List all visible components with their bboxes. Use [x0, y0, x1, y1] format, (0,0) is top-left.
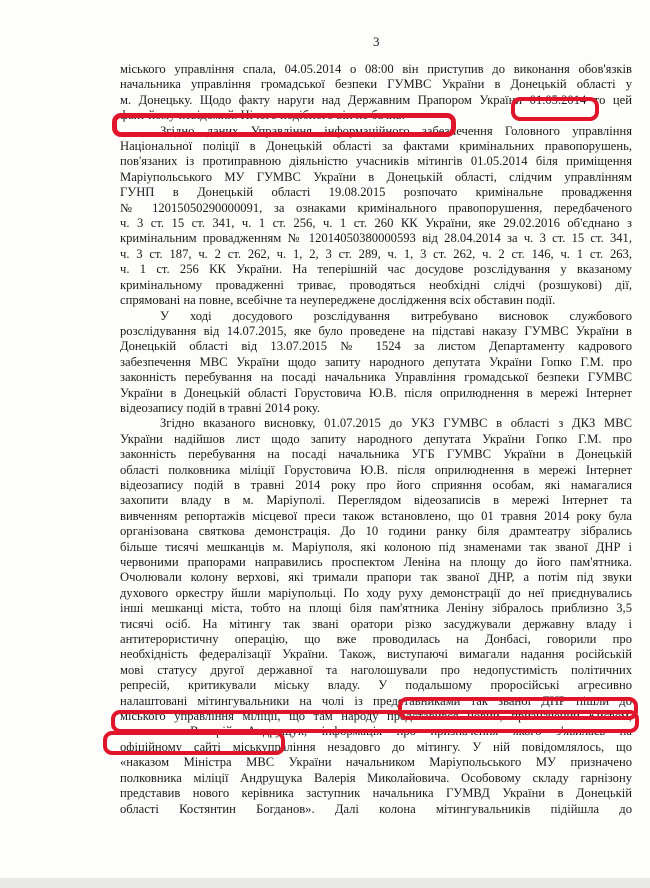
- red-highlight-fact-unknown: [112, 113, 456, 137]
- text-line: Маріупольського МУ ГУМВС України в Донецькій області, слідчим управлінням: [120, 169, 632, 184]
- text-line: України надійшов лист щодо запиту народного депутата України Гопко Г.М. про: [120, 431, 632, 446]
- text-line: пов'язаних із протиправною діяльністю учасників мітингів 01.05.2014 біля приміщення: [120, 154, 632, 169]
- text-line: полковника міліції Андрущука Валерія Миколайовича. Особовому складу гарнізону: [120, 770, 632, 785]
- text-line: м. Донецьку. Щодо факту наруги над Державним Прапором України 01.05.2014 то цей: [120, 92, 632, 107]
- text-line: міського управління міліції, що там народу представився новий, призначений Києвом,: [120, 709, 632, 724]
- text-line: Національної поліції в Донецькій області за фактами кримінальних правопорушень,: [120, 139, 632, 154]
- text-line: області Костянтин Богданов». Далі колона мітингувальників підійшла до: [120, 801, 632, 816]
- text-line: факт йому невідомий. Нічого подібного він не бачив.: [120, 108, 405, 123]
- text-line: розслідування від 14.07.2015, яке було проведене на підставі наказу ГУМВС України в: [120, 323, 632, 338]
- text-line: начальника управління громадської безпеки ГУМВС України в Донецькій області у: [120, 77, 632, 92]
- text-line: У ході досудового розслідування витребувано висновок службового: [160, 308, 632, 323]
- text-line: законність перебування на посаді начальника УГБ ГУМВС України в Донецькій: [120, 447, 632, 462]
- text-line: Згідно даних Управління інформаційного забезпечення Головного управління: [160, 123, 632, 138]
- text-line: налаштовані мітингувальники на чолі із представниками так званої ДНР пішли до: [120, 693, 632, 708]
- text-line: кримінальним провадженням № 12014050380000593 від 28.04.2014 за ч. 3 ст. 15 ст. 341,: [120, 231, 632, 246]
- text-line: України в Донецькій області Горустовича Ю.В. після оприлюднення в мережі Інтернет: [120, 385, 632, 400]
- text-line: ГУНП в Донецькій області 19.08.2015 розпочато кримінальне провадження: [120, 185, 632, 200]
- text-line: Згідно вказаного висновку, 01.07.2015 до УКЗ ГУМВС в області з ДКЗ МВС: [160, 416, 632, 431]
- text-line: Донецькій області від 13.07.2015 № 1524 за листом Департаменту кадрового: [120, 339, 632, 354]
- text-line: ч. 3 ст. 187, ч. 2 ст. 262, ч. 1, 2, 3 ст. 289, ч. 1, 3 ст. 262, ч. 2 ст. 146, ч. 1 ст. 263,: [120, 246, 632, 261]
- text-line: організована святкова демонстрація. До 10 години ранку біля драмтеатру зібрались: [120, 524, 632, 539]
- text-line: кримінальному провадженні триває, проводяться необхідні слідчі (розшукові) дії,: [120, 277, 632, 292]
- red-highlight-police-department: [103, 731, 285, 755]
- red-highlight-date: [511, 97, 599, 121]
- scan-bottom-edge: [0, 878, 650, 888]
- text-line: законність перебування на посаді начальника Управління громадської безпеки ГУМВС: [120, 370, 632, 385]
- text-line: тисячі осіб. На мітингу так звані оратори різко засуджували державну владу і: [120, 616, 632, 631]
- text-line: репресій, критикували міську владу. У подальшому проросійські агресивно: [120, 678, 632, 693]
- text-line: ч. 3 ст. 15 ст. 341, ч. 1 ст. 256, ч. 1 ст. 260 КК України, яке 29.02.2016 об'єднано з: [120, 216, 632, 231]
- text-line: забезпечення МВС України щодо запиту народного депутата України Гопко Г.М. про: [120, 354, 632, 369]
- text-line: більше тисячі мешканців м. Маріуполя, які колоною під знаменами так званої ДНР і: [120, 539, 632, 554]
- text-line: Очолювали колону верхові, які тримали прапори так званої ДНР, а потім під звуки: [120, 570, 632, 585]
- text-line: вивченням репортажів місцевої преси також встановлено, що 01 травня 2014 року була: [120, 508, 632, 523]
- text-line: мові статусу другої державної та наголошували про недопустимість політичних: [120, 662, 632, 677]
- text-line: області полковника міліції Горустовича Ю.В. після оприлюднення в мережі Інтернет: [120, 462, 632, 477]
- text-line: ч. 1 ст. 256 КК України. На теперішній час досудове розслідування у вказаному: [120, 262, 632, 277]
- text-line: інші мешканці міста, тобто на площі біля пам'ятника Леніну зібралось приблизно 3,5: [120, 601, 632, 616]
- text-line: відеозапису подій в травні 2014 року.: [120, 400, 320, 415]
- page-number: 3: [373, 34, 380, 49]
- text-line: захопити владу в м. Маріуполі. Переглядом відеозаписів в мережі Інтернет та: [120, 493, 632, 508]
- text-line: червоними прапорами направились проспектом Леніна на площу до його пам'ятника.: [120, 555, 632, 569]
- text-line: начальник Валерій Андрущук, інформація про призначення якого з'явилась на: [120, 724, 632, 739]
- text-line: спрямовані на повне, всебічне та неупереджене дослідження всіх обставин події.: [120, 293, 556, 308]
- text-line: духового оркестру йшли маріупольці. По ходу руху демонстрації до неї приєднувались: [120, 585, 632, 600]
- text-line: антитерористичну операцію, що вже проводилась на Донбасі, говорили про: [120, 632, 632, 647]
- text-line: «наказом Міністра МВС України начальником Маріупольського МУ призначено: [120, 755, 632, 770]
- text-line: № 12015050290000091, за ознаками кримінального правопорушення, передбаченого: [120, 200, 632, 215]
- red-highlight-protesters: [111, 710, 639, 733]
- text-line: офіційному сайті міськупраління незадовго до мітингу. У ній повідомлялось, що: [120, 739, 632, 754]
- text-line: міського управління спала, 04.05.2014 о 08:00 він приступив до виконання обов'язків: [120, 62, 632, 76]
- text-line: необхідність федералізації України. Також, виступаючі вимагали надання російській: [120, 647, 632, 662]
- text-line: відеозапису подій в травні 2014 року про його сприяння особам, які намагалися: [120, 477, 632, 492]
- text-line: представив нового керівника заступник начальника ГУМВД України в Донецькій: [120, 786, 632, 801]
